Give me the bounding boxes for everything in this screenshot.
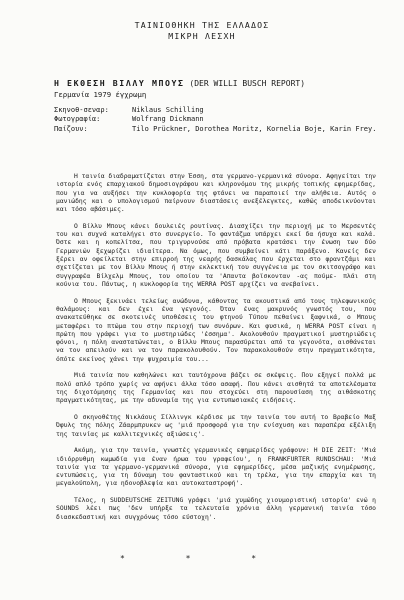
paragraph-plot: Ο Βίλλυ Μπους κάνει δουλειές ρουτίνας. Διασχίζει την περιοχή με το Μερσεντές του και συχνά καταλήγει στο συνεργείο. Το φαντάζμα υπάρχει εκεί δα ήσυχα και καλά. Όστε και η κοπελίτσα, που τριγυρνούσε από πρόβατα κρατάσει την ένωση των δύο Γερμανιών ξεχωρίζει ιδιαίτερα. Να όμως, που συμβαίνει κάτι παράξενο. Κανείς δεν ξέρει αν οφείλεται στην επιρροή της νεαρής δασκάλας που έρχεται στο φραντζάμι και σχετίζεται με τον Βίλλυ Μπους ή στην εκλεκτική του συγγένεια με τον σκιτσογράφο και συγγραφέα Βίλχελμ Μπους, του οποίου τα 'Απαντα βοϊσκονταν -ας πούμε- πλάι στη κούνια του. Πάντως, η κυκλοφορία της WERRA POST αρχίζει να ανεβαίνει. (56, 222, 376, 288)
film-title (54, 78, 305, 88)
paragraph-press: Ακόμη, για την ταινία, γνωστές γερμανικές εφημερίδες γράφουν: Η DIE ZEIT: 'Μιά ιδιόρρυθμη κωμωδία για έναν ήρωα του γραφείου', η FRANKFURTER RUNDSCHAU: 'Μιά ταινία για τα γερμανο-γερμανικά σύνορα, για εφημερίδες, μέσα μαζικής ενημέρωσης, εντυπώσεις, για τη δύναμη του φανταστικού και τη τρέλα, για την επαρχία και τη μεγαλούπολη, για ηδονοβλεψία και αυτοκαταστροφή'. (56, 447, 376, 488)
credit-name: Niklaus Schilling (132, 106, 204, 114)
credit-role: Παίζουν: (54, 124, 88, 133)
credit-row (54, 115, 376, 124)
credit-name: Tilo Prückner, Dorothea Moritz, Kornelia Boje, Karin Frey. (132, 124, 377, 133)
paragraph-review: Μιά ταινία που καθηλώνει και ταυτόχρονα βάζει σε σκέψεις. Που εξηγεί πολλά με πολύ απλό τρόπο χωρίς να αφήνει άλλα τόσο ασαφή. Που κάνει αισθητά τα αποτελέσματα της διχοτόμησης της Γερμανίας και που στοχεύει στη παρουσίαση της αιθάσκοτης πραγματικότητας, με την αδυναμία της για εντυπωσιακές ειδήσεις. (56, 372, 376, 405)
credit-row (54, 106, 376, 115)
credit-name: Wolfrang Dickmann (132, 115, 204, 124)
paragraph-press-final: Τέλος, η SUDDEUTSCHE ZEITUNG γράφει 'μιά χυμώδης χιουμοριστική ιστορία' ενώ η SOUNDS λέει πως 'δεν υπήρξε τα τελευταία χρόνια άλλη γερμανική ταινία τόσο διασκεδαστική και συγχρόνως τόσο εύστοχη'. (56, 497, 376, 521)
film-description (56, 173, 376, 530)
credits-block (54, 106, 376, 134)
film-title-greek: Η ΕΚΘΕΣΗ ΒΙΛΛΥ ΜΠΟΥΣ (54, 78, 185, 88)
club-name: ΜΙΚΡΗ ΛΕΣΧΗ (168, 31, 236, 41)
credit-role: Σκηνοθ-σεναρ: (54, 106, 109, 114)
end-stars: * * * (119, 554, 285, 563)
archive-name: ΤΑΙΝΙΟΘΗΚΗ ΤΗΣ ΕΛΛΑΔΟΣ (134, 20, 270, 30)
film-title-original: (DER WILLI BUSCH REPORT) (189, 79, 306, 88)
paragraph-plot-continued: Ο Μπους ξεκινάει τελείως ανώδυνα, κάθοντας τα ακουστικά από τους τηλεφωνικούς θαλάμους: και δεν έχει ένα γεγονός. Όταν ένας μακρυνός γνωστός του, που ανακατεύθηκε σε σκοτεινές υποθέσεις του φτηνού Τύπου πεθαίνει ξαφνικά, ο Μπους μεταφέρει το πτώμα του στην περιοχή των συνόρων. Και φυσικά, η WERRA POST είναι η πρώτη που γράφει για το μυστηριώδες 'έσσημα'. Ακολουθούν πραγματικοί μυστηριώδεις φόνοι, η πόλη αναστατώνεται, ο Βίλλυ Μπους παρασύρεται από τα γεγονότα, αισθάνεται να τον απειλούν και να τον παρακολουθούν. Τον παρακολουθούν στην πραγματικότητα, όπότε εκείνος χάνει την ψυχραιμία του... (56, 297, 376, 363)
film-meta: Γερμανία 1979 έγχρωμη (54, 90, 147, 99)
paragraph-award: Ο σκηνοθέτης Νικλάους Σίλλινγκ κέρδισε με την ταινία του αυτή το Βραβείο Μαξ Όφυλς της πόλης Ζάαρμπρυκεν ως 'μιά προσφορά για την ενίσχυση και παραπέρα εξέλιξη της ταινίας με καλλιτεχνικές αξιώσεις'. (56, 413, 376, 438)
paragraph-synopsis: Η ταινία διαδραματίζεται στην Έσση, στα γερμανο-γερμανικά σύνορα. Αφηγείται την ιστορία ενός επαρχιακού δημοσιογράφου και κληρονόμου της μικρής τοπικής εφημερίδας, που για να αυξήσει την κυκλοφορία της φτάνει να παραποιεί την αλήθεια. Αυτός ο μανιώδης και ο υπολογισμού παίρνουν διαστάσεις ανεξέλεγκτες, καθώς αποδεικνύονται και τόσο αβάσιμες. (56, 173, 376, 214)
credit-row (54, 125, 376, 134)
credit-role: Φωτογραφία: (54, 115, 101, 124)
